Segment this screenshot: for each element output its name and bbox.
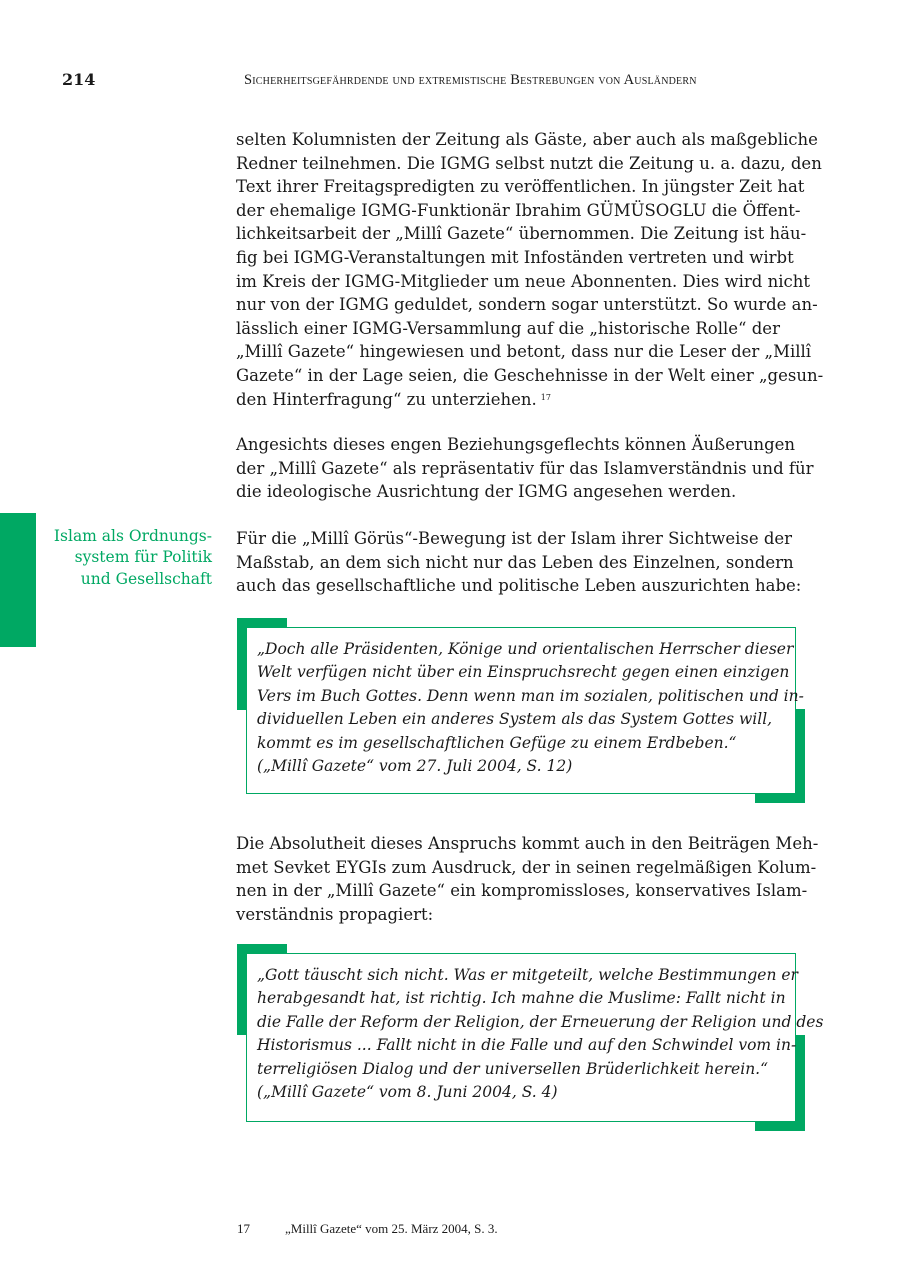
footnote-text: „Millî Gazete“ vom 25. März 2004, S. 3. <box>285 1221 498 1236</box>
margin-note-line: Islam als Ordnungs- <box>53 527 212 545</box>
margin-note-line: system für Politik <box>74 548 212 567</box>
footnote-number: 17 <box>237 1221 250 1236</box>
quote-line: dividuellen Leben ein anderes System als das System Gottes will, <box>257 710 773 729</box>
paragraph-3-line: Maßstab, an dem sich nicht nur das Leben des Einzelnen, sondern <box>236 552 794 572</box>
quote-box <box>246 953 824 1122</box>
quote-line: „Doch alle Präsidenten, Könige und orientalischen Herrscher dieser <box>257 640 794 658</box>
quote-line: Vers im Buch Gottes. Denn wenn man im sozialen, politischen und in- <box>257 686 804 705</box>
paragraph-4-line: verständnis propagiert: <box>236 904 434 924</box>
margin-note <box>54 526 212 590</box>
quote-accent-left <box>237 618 246 710</box>
quote-accent-bottom <box>755 1122 805 1131</box>
paragraph-2-line: der „Millî Gazete“ als repräsentativ für das Islamverständnis und für <box>236 458 814 478</box>
quote-box <box>246 627 804 794</box>
quote-line: die Falle der Reform der Religion, der Erneuerung der Religion und des <box>257 1012 824 1031</box>
paragraph-1-line: „Millî Gazete“ hingewiesen und betont, dass nur die Leser der „Millî <box>236 342 812 362</box>
paragraph-2 <box>236 433 814 504</box>
quote-line: Welt verfügen nicht über ein Einspruchsrecht gegen einen einzigen <box>257 663 790 682</box>
paragraph-1-last-text: den Hinterfragung“ zu unterziehen. <box>236 389 537 409</box>
quote-accent-right <box>796 709 805 803</box>
quote-line: terreligiösen Dialog und der universellen Brüderlichkeit herein.“ <box>257 1059 769 1078</box>
quote-accent-left <box>237 944 246 1035</box>
quote-source: („Millî Gazete“ vom 27. Juli 2004, S. 12) <box>257 757 573 776</box>
paragraph-1-line: lässlich einer IGMG-Versammlung auf die „historische Rolle“ der <box>236 318 780 338</box>
paragraph-1-line: Redner teilnehmen. Die IGMG selbst nutzt die Zeitung u. a. dazu, den <box>236 153 822 173</box>
paragraph-3 <box>236 527 806 598</box>
running-head: Sicherheitsgefährdende und extremistische Bestrebungen von Ausländern <box>244 72 697 88</box>
margin-marker-bar <box>0 513 36 647</box>
paragraph-2-line: die ideologische Ausrichtung der IGMG angesehen werden. <box>236 482 737 502</box>
paragraph-1 <box>236 128 824 411</box>
quote-accent-right <box>796 1035 805 1131</box>
quote-block-1 <box>237 618 805 803</box>
paragraph-1-line: selten Kolumnisten der Zeitung als Gäste, aber auch als maßgebliche <box>236 130 818 149</box>
quote-source: („Millî Gazete“ vom 8. Juni 2004, S. 4) <box>257 1083 558 1102</box>
paragraph-4-line: nen in der „Millî Gazete“ ein kompromissloses, konservatives Islam- <box>236 881 808 901</box>
quote-accent-bottom <box>755 794 805 803</box>
paragraph-1-line: Text ihrer Freitagspredigten zu veröffentlichen. In jüngster Zeit hat <box>236 177 805 197</box>
margin-note-line: und Gesellschaft <box>80 569 212 588</box>
paragraph-4-line: met Sevket EYGIs zum Ausdruck, der in seinen regelmäßigen Kolum- <box>236 857 817 877</box>
footnote-reference[interactable]: 17 <box>540 392 551 402</box>
paragraph-2-line: Angesichts dieses engen Beziehungsgeflechts können Äußerungen <box>236 435 796 454</box>
paragraph-1-line: fig bei IGMG-Veranstaltungen mit Infoständen vertreten und wirbt <box>236 247 794 267</box>
quote-line: Historismus ... Fallt nicht in die Falle und auf den Schwindel vom in- <box>257 1036 797 1055</box>
paragraph-4 <box>236 832 819 926</box>
paragraph-3-line: auch das gesellschaftliche und politische Leben auszurichten habe: <box>236 576 802 596</box>
paragraph-3-line: Für die „Millî Görüs“-Bewegung ist der Islam ihrer Sichtweise der <box>236 529 793 548</box>
paragraph-1-line <box>236 388 806 412</box>
paragraph-1-line: nur von der IGMG geduldet, sondern sogar unterstützt. So wurde an- <box>236 295 818 315</box>
paragraph-1-line: der ehemalige IGMG-Funktionär Ibrahim GÜMÜSOGLU die Öffent- <box>236 200 801 220</box>
page-number: 214 <box>62 70 96 89</box>
quote-line: „Gott täuscht sich nicht. Was er mitgeteilt, welche Bestimmungen er <box>257 966 798 984</box>
quote-line: herabgesandt hat, ist richtig. Ich mahne die Muslime: Fallt nicht in <box>257 989 786 1008</box>
paragraph-1-line: lichkeitsarbeit der „Millî Gazete“ übernommen. Die Zeitung ist häu- <box>236 224 807 244</box>
paragraph-1-line: im Kreis der IGMG-Mitglieder um neue Abonnenten. Dies wird nicht <box>236 271 810 291</box>
quote-block-2 <box>237 944 824 1131</box>
paragraph-4-line: Die Absolutheit dieses Anspruchs kommt auch in den Beiträgen Meh- <box>236 834 819 853</box>
paragraph-1-line: Gazete“ in der Lage seien, die Geschehnisse in der Welt einer „gesun- <box>236 365 824 385</box>
quote-line: kommt es im gesellschaftlichen Gefüge zu einem Erdbeben.“ <box>257 733 737 752</box>
